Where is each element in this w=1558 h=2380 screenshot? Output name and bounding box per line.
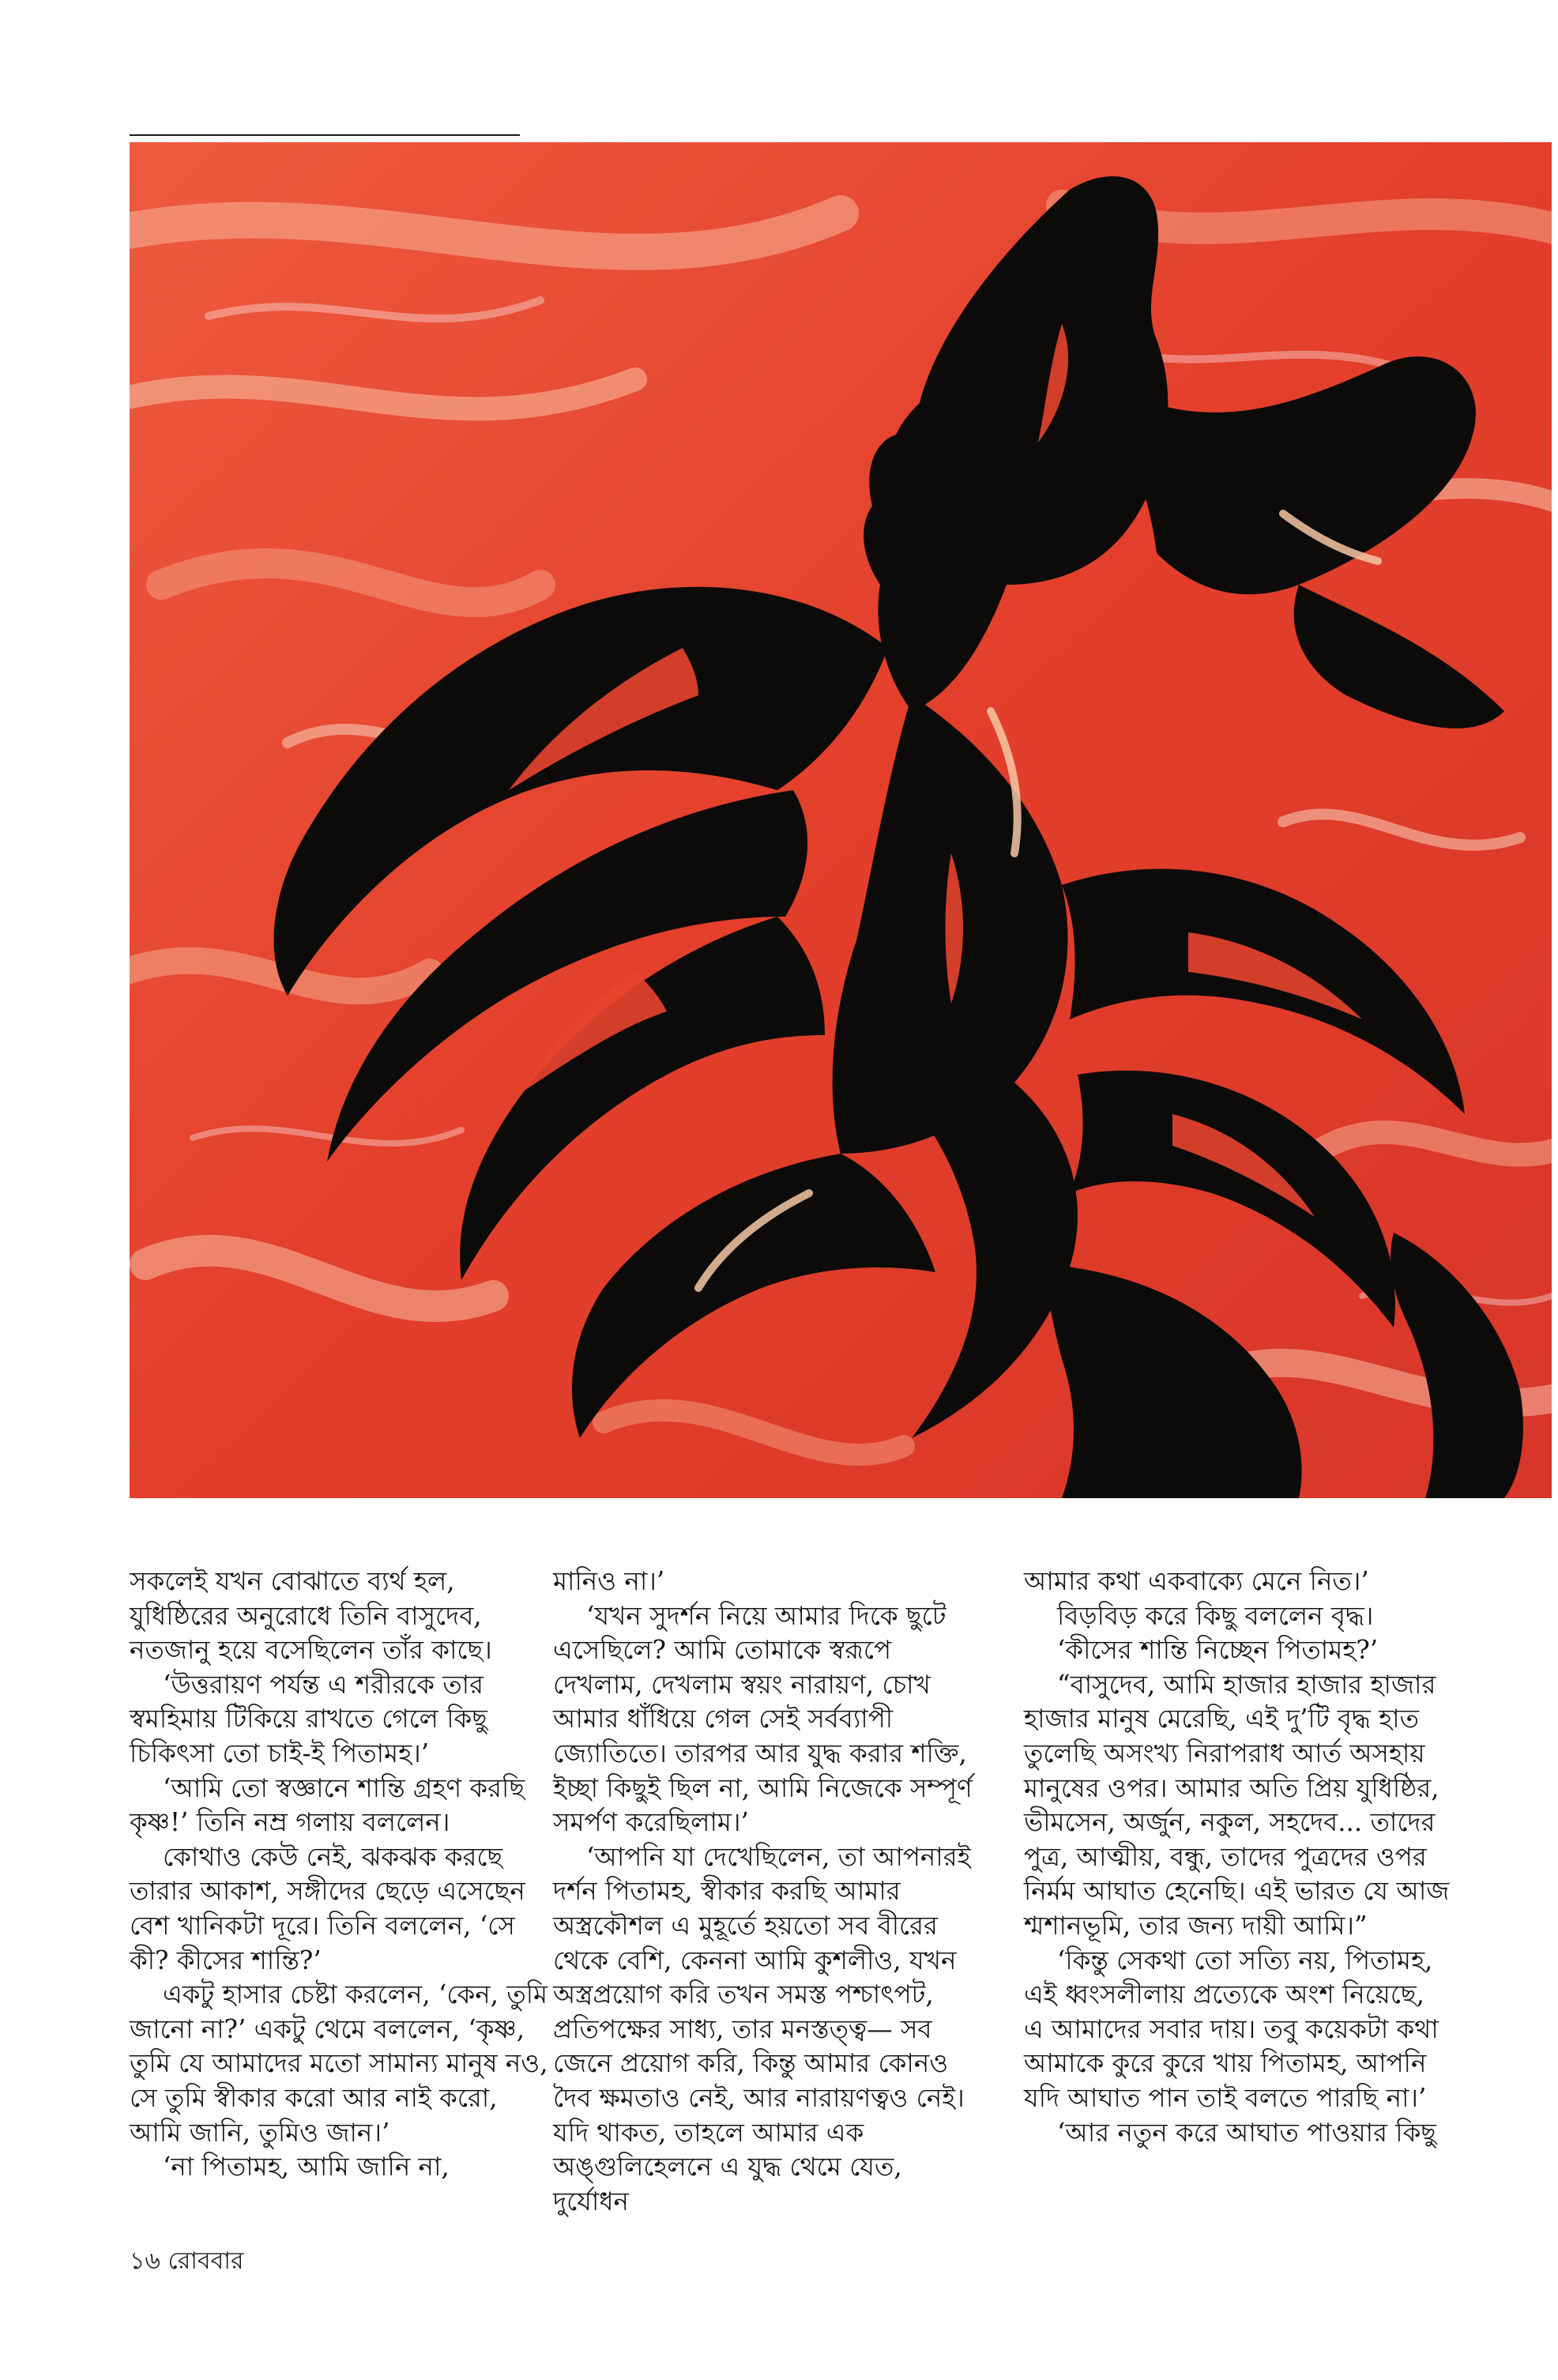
paragraph: ‘আপনি যা দেখেছিলেন, তা আপনারই দর্শন পিতামহ, স্বীকার করছি আমার অস্ত্রকৌশল এ মুহূর্তে হয়তো সব বীরের থেকে বেশি, কেননা আমি কুশলীও, যখন অস্ত্রপ্রয়োগ করি তখন সমস্ত পশ্চাৎপট, প্রতিপক্ষের সাধ্য, তার মনস্তত্ত্ব— সব জেনে প্রয়োগ করি, কিন্তু আমার কোনও দৈব ক্ষমতাও নেই, আর নারায়ণত্বও নেই। যদি থাকত, তাহলে আমার এক অঙ্গুলিহেলনে এ যুদ্ধ থেমে যেত, দুর্যোধন xyxy=(553,1841,971,2216)
text-column-3 xyxy=(1024,1565,1451,2150)
paragraph: ‘আমি তো স্বজ্ঞানে শান্তি গ্রহণ করছি কৃষ্ণ!’ তিনি নম্র গলায় বললেন। xyxy=(130,1772,525,1838)
paragraph: বিড়বিড় করে কিছু বললেন বৃদ্ধ। xyxy=(1057,1600,1374,1631)
paragraph: “বাসুদেব, আমি হাজার হাজার হাজার হাজার মানুষ মেরেছি, এই দু’টি বৃদ্ধ হাত তুলেছি অসংখ্য নিরাপরাধ আর্ত অসহায় মানুষের ওপর। আমার অতি প্রিয় যুধিষ্ঠির, ভীমসেন, অর্জুন, নকুল, সহদেব... তাদের পুত্র, আত্মীয়, বন্ধু, তাদের পুত্রদের ওপর নির্মম আঘাত হেনেছি। এই ভারত যে আজ শ্মশানভূমি, তার জন্য দায়ী আমি।” xyxy=(1024,1669,1450,1941)
page-footer xyxy=(130,2246,244,2277)
paragraph: একটু হাসার চেষ্টা করলেন, ‘কেন, তুমি জানো না?’ একটু থেমে বললেন, ‘কৃষ্ণ, তুমি যে আমাদের মতো সামান্য মানুষ নও, সে তুমি স্বীকার করো আর নাই করো, আমি জানি, তুমিও জান।’ xyxy=(130,1979,548,2148)
paragraph: ‘কিন্তু সেকথা তো সত্যি নয়, পিতামহ, এই ধ্বংসলীলায় প্রত্যেকে অংশ নিয়েছে, এ আমাদের সবার দায়। তবু কয়েকটা কথা আমাকে কুরে কুরে খায় পিতামহ, আপনি যদি আঘাত পান তাই বলতে পারছি না।’ xyxy=(1024,1945,1439,2113)
paragraph: ‘কীসের শান্তি নিচ্ছেন পিতামহ?’ xyxy=(1057,1635,1379,1666)
header-rule xyxy=(130,134,520,136)
paragraph: সকলেই যখন বোঝাতে ব্যর্থ হল, যুধিষ্ঠিরের অনুরোধে তিনি বাসুদেব, নতজানু হয়ে বসেছিলেন তাঁর কাছে। xyxy=(130,1566,492,1666)
text-column-2 xyxy=(553,1565,980,2219)
paragraph: মানিও না।’ xyxy=(553,1566,665,1596)
paragraph: ‘উত্তরায়ণ পর্যন্ত এ শরীরকে তার স্বমহিমায় টিকিয়ে রাখতে গেলে কিছু চিকিৎসা তো চাই-ই পিতামহ।’ xyxy=(130,1669,487,1768)
paragraph: কোথাও কেউ নেই, ঝকঝক করছে তারার আকাশ, সঙ্গীদের ছেড়ে এসেছেন বেশ খানিকটা দূরে। তিনি বললেন, ‘সে কী? কীসের শান্তি?’ xyxy=(130,1841,525,1975)
illustration xyxy=(130,142,1552,1498)
paragraph: আমার কথা একবাক্যে মেনে নিত।’ xyxy=(1024,1566,1369,1596)
paragraph: ‘না পিতামহ, আমি জানি না, xyxy=(163,2152,450,2182)
text-column-1 xyxy=(130,1565,556,2185)
paragraph: ‘যখন সুদর্শন নিয়ে আমার দিকে ছুটে এসেছিলে? আমি তোমাকে স্বরূপে দেখলাম, দেখলাম স্বয়ং নারায়ণ, চোখ আমার ধাঁধিয়ে গেল সেই সর্বব্যাপী জ্যোতিতে। তারপর আর যুদ্ধ করার শক্তি, ইচ্ছা কিছুই ছিল না, আমি নিজেকে সম্পূর্ণ সমর্পণ করেছিলাম।’ xyxy=(553,1600,973,1838)
publication-name: রোববার xyxy=(167,2247,244,2275)
paragraph: ‘আর নতুন করে আঘাত পাওয়ার কিছু xyxy=(1057,2117,1437,2148)
page-number: ১৬ xyxy=(130,2247,160,2275)
painted-figure xyxy=(130,142,1552,1498)
